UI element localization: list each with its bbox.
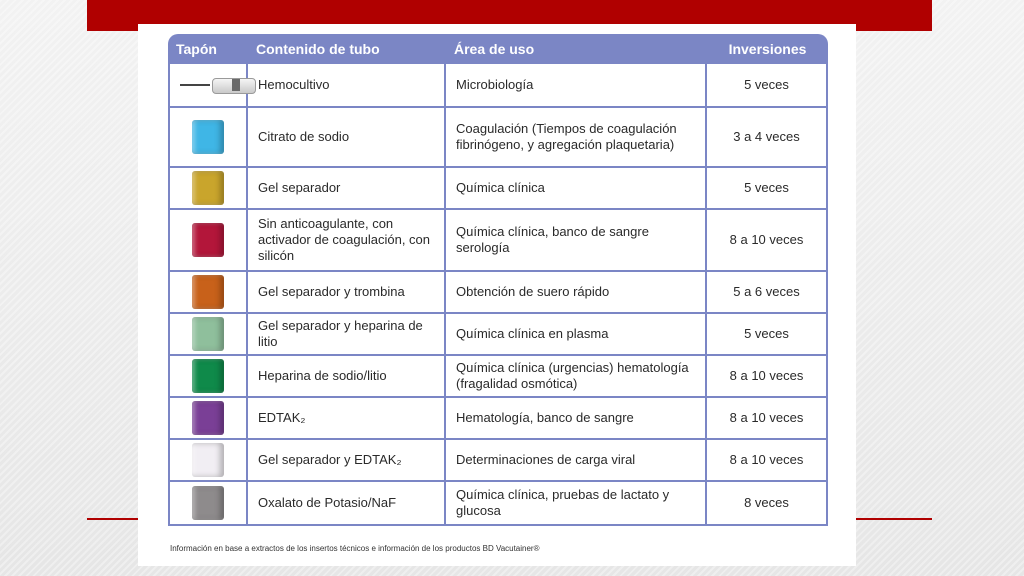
contenido-cell: Gel separador bbox=[248, 168, 446, 210]
cap-cell bbox=[168, 168, 248, 210]
area-cell: Química clínica (urgencias) hematología (fragalidad osmótica) bbox=[446, 356, 707, 398]
cap-cell bbox=[168, 356, 248, 398]
contenido-cell: Gel separador y heparina de litio bbox=[248, 314, 446, 356]
inversiones-cell: 8 a 10 veces bbox=[707, 398, 828, 440]
area-cell: Determinaciones de carga viral bbox=[446, 440, 707, 482]
cap-cell bbox=[168, 108, 248, 168]
inversiones-cell: 8 veces bbox=[707, 482, 828, 526]
cap-cell bbox=[168, 64, 248, 108]
table-row bbox=[168, 108, 828, 168]
area-cell: Química clínica, banco de sangre serología bbox=[446, 210, 707, 272]
header-contenido: Contenido de tubo bbox=[248, 34, 446, 64]
header-inversiones: Inversiones bbox=[707, 34, 828, 64]
contenido-cell: Gel separador y EDTAK₂ bbox=[248, 440, 446, 482]
inversiones-cell: 8 a 10 veces bbox=[707, 356, 828, 398]
table-container bbox=[168, 34, 828, 526]
area-cell: Hematología, banco de sangre bbox=[446, 398, 707, 440]
cap-cell bbox=[168, 440, 248, 482]
table-row bbox=[168, 482, 828, 526]
area-cell: Obtención de suero rápido bbox=[446, 272, 707, 314]
area-cell: Química clínica en plasma bbox=[446, 314, 707, 356]
contenido-cell: Sin anticoagulante, con activador de coagulación, con silicón bbox=[248, 210, 446, 272]
gold-cap-icon bbox=[192, 171, 224, 205]
blood-culture-tube-icon bbox=[180, 77, 254, 93]
slide-content bbox=[138, 24, 856, 566]
table-row bbox=[168, 168, 828, 210]
contenido-cell: Oxalato de Potasio/NaF bbox=[248, 482, 446, 526]
table-row bbox=[168, 440, 828, 482]
gray-cap-icon bbox=[192, 486, 224, 520]
dark-green-cap-icon bbox=[192, 359, 224, 393]
table-row bbox=[168, 314, 828, 356]
area-cell: Química clínica, pruebas de lactato y glucosa bbox=[446, 482, 707, 526]
table-row bbox=[168, 272, 828, 314]
header-tapon: Tapón bbox=[168, 34, 248, 64]
table-row bbox=[168, 356, 828, 398]
table-row bbox=[168, 210, 828, 272]
cap-cell bbox=[168, 398, 248, 440]
orange-cap-icon bbox=[192, 275, 224, 309]
white-cap-icon bbox=[192, 443, 224, 477]
table-row bbox=[168, 64, 828, 108]
contenido-cell: Heparina de sodio/litio bbox=[248, 356, 446, 398]
inversiones-cell: 8 a 10 veces bbox=[707, 210, 828, 272]
contenido-cell: Citrato de sodio bbox=[248, 108, 446, 168]
cap-cell bbox=[168, 314, 248, 356]
inversiones-cell: 5 a 6 veces bbox=[707, 272, 828, 314]
cap-cell bbox=[168, 272, 248, 314]
area-cell: Microbiología bbox=[446, 64, 707, 108]
tube-table bbox=[168, 34, 828, 526]
cap-cell bbox=[168, 482, 248, 526]
inversiones-cell: 5 veces bbox=[707, 64, 828, 108]
inversiones-cell: 5 veces bbox=[707, 314, 828, 356]
contenido-cell: EDTAK₂ bbox=[248, 398, 446, 440]
table-row bbox=[168, 398, 828, 440]
inversiones-cell: 5 veces bbox=[707, 168, 828, 210]
contenido-cell: Hemocultivo bbox=[248, 64, 446, 108]
inversiones-cell: 3 a 4 veces bbox=[707, 108, 828, 168]
area-cell: Química clínica bbox=[446, 168, 707, 210]
contenido-cell: Gel separador y trombina bbox=[248, 272, 446, 314]
area-cell: Coagulación (Tiempos de coagulación fibrinógeno, y agregación plaquetaria) bbox=[446, 108, 707, 168]
light-blue-cap-icon bbox=[192, 120, 224, 154]
table-header-row bbox=[168, 34, 828, 64]
lavender-cap-icon bbox=[192, 401, 224, 435]
footnote: Información en base a extractos de los insertos técnicos e información de los productos BD Vacutainer® bbox=[170, 544, 540, 553]
light-green-cap-icon bbox=[192, 317, 224, 351]
inversiones-cell: 8 a 10 veces bbox=[707, 440, 828, 482]
header-area: Área de uso bbox=[446, 34, 707, 64]
red-cap-icon bbox=[192, 223, 224, 257]
cap-cell bbox=[168, 210, 248, 272]
